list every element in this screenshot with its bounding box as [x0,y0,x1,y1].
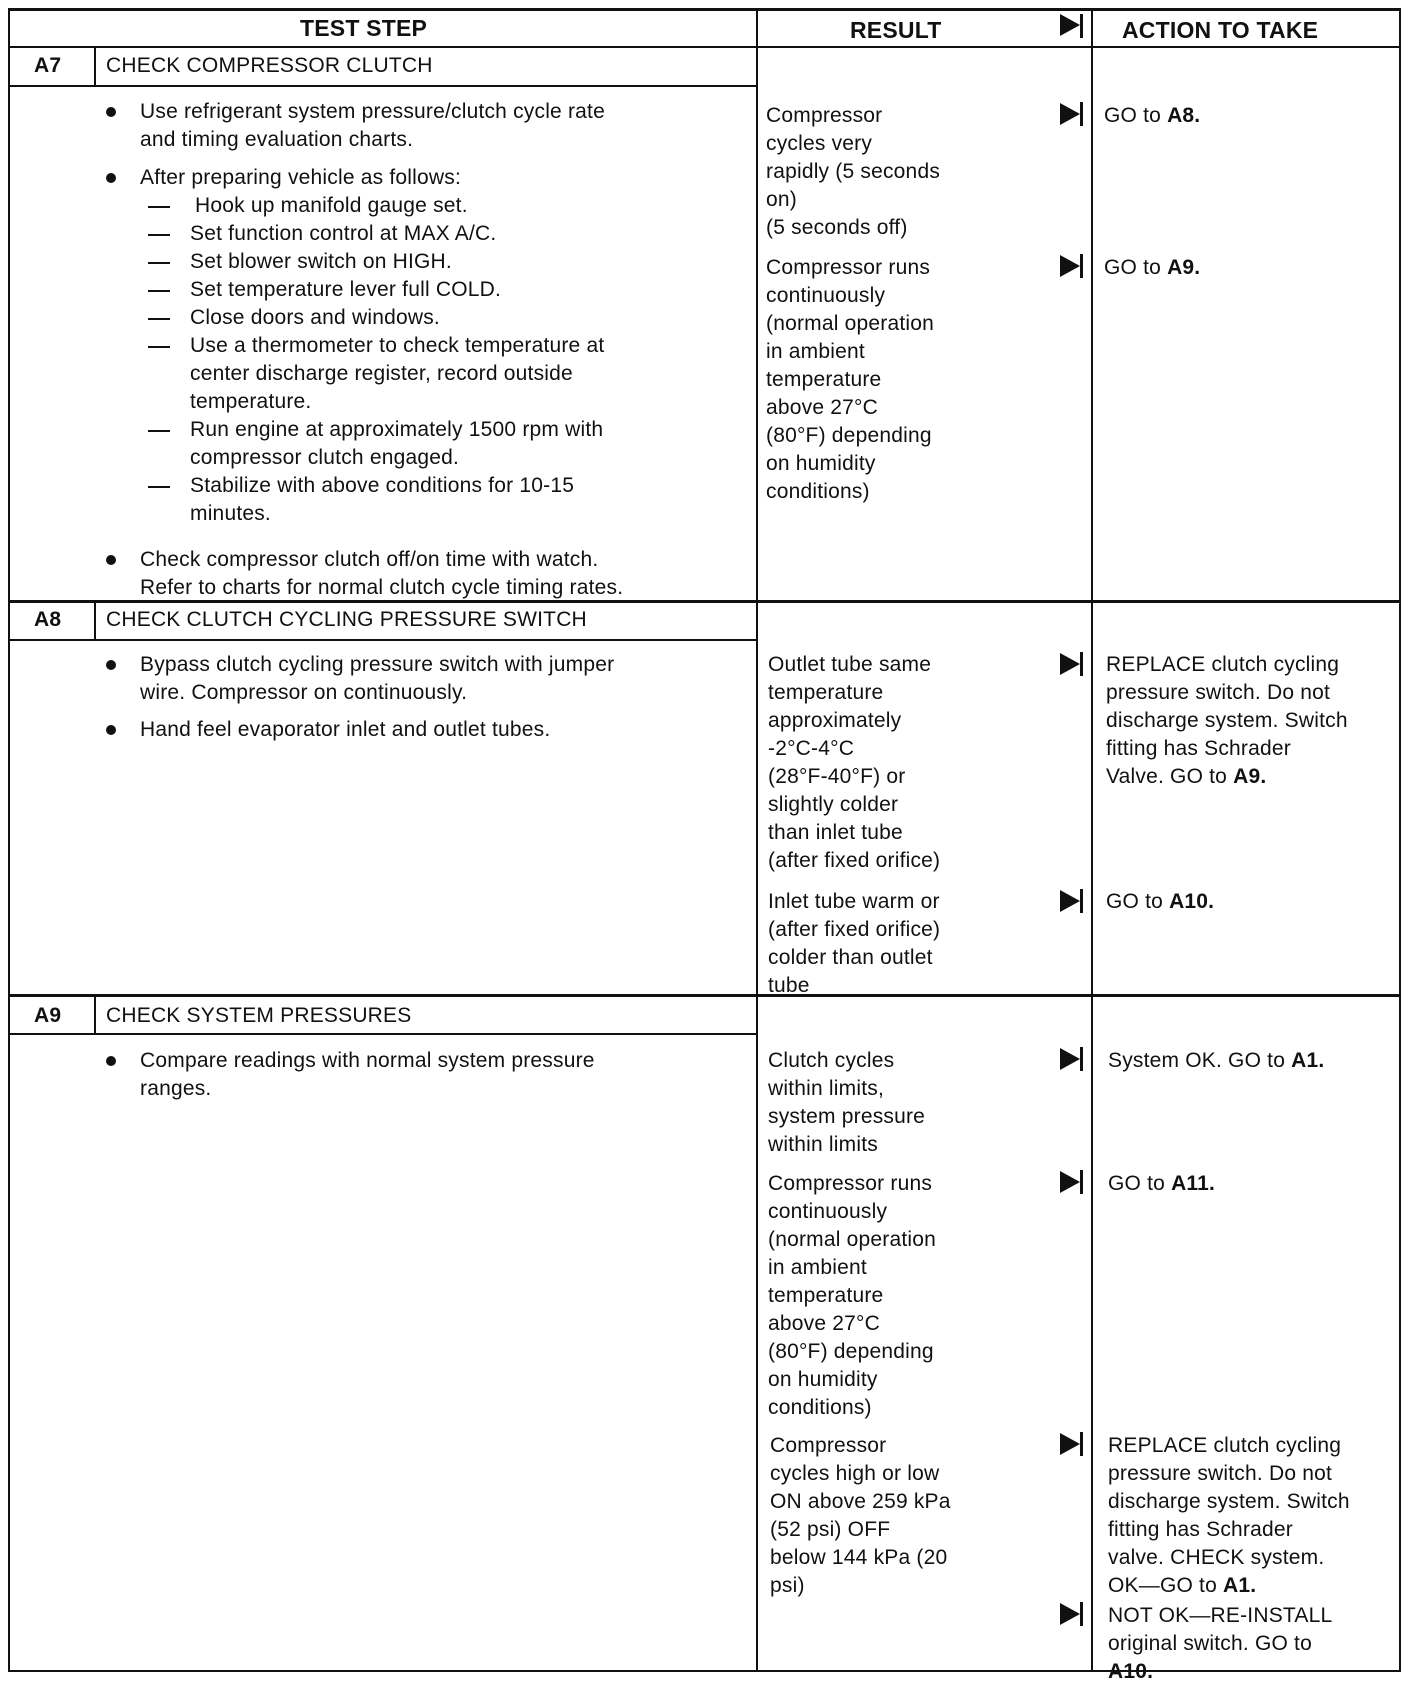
dash-icon [148,346,170,348]
dash-icon [148,290,170,292]
a9-action1: System OK. GO to A1. [1108,1049,1325,1072]
bullet-icon [106,107,116,117]
bullet-icon [106,1056,116,1066]
header-divider [8,46,1400,48]
step-id-a8: A8 [34,608,62,631]
a7-dash-list: Hook up manifold gauge set. Set function control at MAX A/C. Set blower switch on HIGH. Set temperature lever full COLD. Close doors and windows. Use a thermometer to check temperature at center discharge register, record outside temperature. Run engine at approximately 1500 rpm with compressor clutch engaged. Stabilize with above conditions for 10-15 minutes. [190,194,605,525]
a8-action1: REPLACE clutch cycling pressure switch. Do not discharge system. Switch fitting has Schrader Valve. GO to A9. [1106,653,1348,788]
step-title-a8: CHECK CLUTCH CYCLING PRESSURE SWITCH [106,608,587,631]
a7-action2: GO to A9. [1104,256,1201,279]
result-arrow-bar [1080,1170,1083,1194]
a8-result2: Inlet tube warm or (after fixed orifice) colder than outlet tube [768,890,941,997]
result-arrow-icon [1060,255,1080,277]
a7-bullet3-text: Check compressor clutch off/on time with watch. Refer to charts for normal clutch cycle timing rates. [140,548,624,599]
a7-result2: Compressor runs continuously (normal operation in ambient temperature above 27°C (80°F) depending on humidity conditions) [766,256,934,503]
diagnostic-table [8,8,1400,1683]
a8-bullet1-text: Bypass clutch cycling pressure switch with jumper wire. Compressor on continuously. [140,653,615,704]
dash-icon [148,206,170,208]
bullet-icon [106,555,116,565]
dash-icon [148,234,170,236]
a9-action2: GO to A11. [1108,1172,1216,1195]
dash-icon [148,318,170,320]
header-arrow-bar [1080,14,1083,38]
dash-icon [148,262,170,264]
result-arrow-icon [1060,1603,1080,1625]
a9-action4: NOT OK—RE-INSTALL original switch. GO to A10. [1108,1604,1333,1683]
result-arrow-bar [1080,889,1083,913]
result-arrow-icon [1060,890,1080,912]
result-arrow-icon [1060,103,1080,125]
a9-id-divider [94,994,96,1033]
result-arrow-icon [1060,1171,1080,1193]
a9-section-top [8,994,1400,997]
a7-bullet1-text: Use refrigerant system pressure/clutch cycle rate and timing evaluation charts. [140,100,605,151]
a8-action2: GO to A10. [1106,890,1215,913]
a9-result1: Clutch cycles within limits, system pressure within limits [768,1049,926,1156]
a7-id-divider [94,46,96,85]
action-column-divider [1091,8,1093,1672]
bullet-icon [106,725,116,735]
result-arrow-bar [1080,102,1083,126]
a9-bullet1-text: Compare readings with normal system pressure ranges. [140,1049,595,1100]
bullet-icon [106,173,116,183]
a7-action1: GO to A8. [1104,104,1201,127]
result-arrow-icon [1060,1048,1080,1070]
step-id-a9: A9 [34,1004,62,1027]
bullet-icon [106,660,116,670]
a8-result1: Outlet tube same temperature approximately -2°C-4°C (28°F-40°F) or slightly colder than inlet tube (after fixed orifice) [768,653,941,872]
a9-result2: Compressor runs continuously (normal operation in ambient temperature above 27°C (80°F) depending on humidity conditions) [768,1172,936,1419]
result-arrow-bar [1080,1047,1083,1071]
a8-title-underline [8,639,756,641]
result-arrow-icon [1060,653,1080,675]
a7-result1: Compressor cycles very rapidly (5 seconds on) (5 seconds off) [766,104,941,239]
a8-bullet2-text: Hand feel evaporator inlet and outlet tubes. [140,718,551,741]
result-arrow-bar [1080,254,1083,278]
a7-bullet2-text: After preparing vehicle as follows: [140,166,461,189]
a9-result3: Compressor cycles high or low ON above 259 kPa (52 psi) OFF below 144 kPa (20 psi) [770,1434,951,1597]
step-title-a7: CHECK COMPRESSOR CLUTCH [106,54,433,77]
table-top-border [8,8,1400,11]
header-action-to-take: ACTION TO TAKE [1122,17,1319,43]
a9-action3: REPLACE clutch cycling pressure switch. Do not discharge system. Switch fitting has Schrader valve. CHECK system. OK—GO to A1. [1108,1434,1350,1597]
table-left-border [8,8,10,1672]
a9-title-underline [8,1033,756,1035]
a8-id-divider [94,600,96,639]
table-right-border [1399,8,1401,1672]
header-result: RESULT [850,17,942,43]
result-arrow-bar [1080,652,1083,676]
header-arrow-icon [1060,14,1080,36]
step-title-a9: CHECK SYSTEM PRESSURES [106,1004,412,1027]
result-arrow-bar [1080,1432,1083,1456]
result-arrow-icon [1060,1433,1080,1455]
header-test-step: TEST STEP [300,15,428,41]
dash-icon [148,486,170,488]
dash-icon [148,430,170,432]
result-arrow-bar [1080,1602,1083,1626]
step-id-a7: A7 [34,54,62,77]
a7-title-underline [8,85,756,87]
result-column-divider [756,8,758,1672]
